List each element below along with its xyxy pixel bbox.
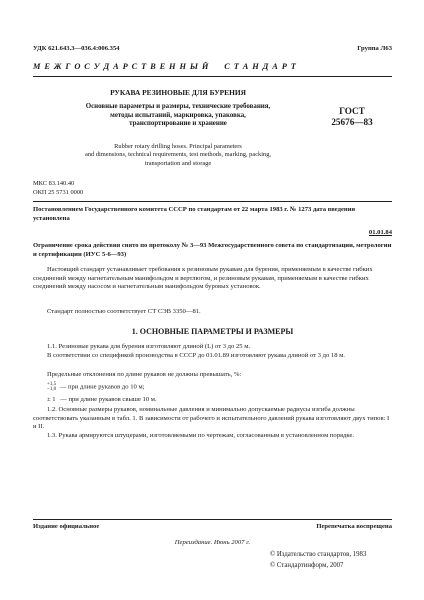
deviation-line-2 — [33, 396, 392, 405]
gost-label: ГОСТ — [339, 106, 365, 116]
english-title-line: transportation and storage — [144, 159, 212, 167]
deviation-text: — при длине рукавов свыше 10 м. — [60, 396, 157, 403]
conformity-paragraph: Стандарт полностью соответствует СТ СЭВ 3350—81. — [47, 308, 201, 315]
section-heading: 1. ОСНОВНЫЕ ПАРАМЕТРЫ И РАЗМЕРЫ — [131, 327, 294, 336]
effective-date: 01.01.84 — [368, 229, 392, 236]
document-title-ru: РУКАВА РЕЗИНОВЫЕ ДЛЯ БУРЕНИЯ — [110, 88, 246, 97]
restriction-note: Ограничение срока действия снято по протоколу № 3—93 Межгосударственного совета по стандартизации, метрологии и сертификации (ИУС 5-6—93) — [33, 242, 392, 258]
subtitle-line: транспортирование и хранение — [129, 120, 227, 128]
subtitle-line: Основные параметры и размеры, технические требования, — [85, 103, 271, 110]
tolerance-plus-minus: ± 1 — [47, 396, 56, 403]
tolerance-fraction — [47, 382, 56, 392]
title-rule — [33, 201, 392, 202]
deviation-line-1 — [33, 382, 392, 392]
english-title-line: Rubber rotary drilling hoses. Principal parameters — [114, 143, 242, 150]
tolerance-upper: +1,5 — [47, 382, 57, 387]
copyright-standartinform: © Стандартинформ, 2007 — [270, 562, 344, 569]
reissue-note: Переиздание. Июнь 2007 г. — [174, 539, 251, 546]
decree-text: Постановлением Государственного комитета СССР по стандартам от 22 марта 1983 г. № 1273 дата введения установлена — [33, 206, 356, 222]
intro-paragraph: Настоящий стандарт устанавливает требования к резиновым рукавам для бурения, применяемым в качестве гибких соединений между нагнетательным манифольдом и вертлюгом, и резиновым рукавам, применяемым в качестве гибких соединений между насосом и нагнетательным манифольдом буровых установок. — [33, 266, 373, 291]
header-rule — [33, 76, 392, 77]
footer-rule — [33, 519, 392, 520]
copyright-publisher: © Издательство стандартов, 1983 — [270, 551, 367, 558]
subtitle-line: методы испытаний, маркировка, упаковка, — [110, 111, 246, 119]
deviations-intro: Предельные отклонения по длине рукавов не должны превышать, %: — [47, 371, 242, 378]
mks-code: МКС 83.140.40 — [33, 180, 75, 187]
clause-1-2: 1.2. Основные размеры рукавов, номинальные давления и минимально допускаемые радиусы изгиба должны соответствовать указанным в табл. 1. В зависимости от рабочего и испытательного давлений рукава изготовляют двух типов: I и II. — [33, 406, 390, 431]
group-code: Группа Л63 — [357, 45, 392, 52]
interstate-standard-banner: М Е Ж Г О С У Д А Р С Т В Е Н Н Ы Й С Т А Н Д А Р Т — [33, 62, 297, 71]
reprint-prohibited: Перепечатка воспрещена — [316, 523, 392, 530]
clause-1-1: 1.1. Резиновые рукава для бурения изготовляют длиной (L) от 3 до 25 м. — [47, 343, 251, 350]
clause-1-1-ussr: В соответствии со спецификой производства в СССР до 01.01.89 изготовляют рукава длиной от 3 до 18 м. — [47, 352, 345, 359]
udk-code: УДК 621.643.3—036.4:006.354 — [33, 45, 120, 52]
deviation-text: — при длине рукавов до 10 м; — [59, 383, 145, 391]
official-edition: Издание официальное — [33, 523, 100, 530]
clause-1-3: 1.3. Рукава армируются штуцерами, изготовляемыми по чертежам, согласованным в установленном порядке. — [47, 432, 355, 439]
tolerance-lower: −1,0 — [47, 387, 57, 392]
document-title-en — [33, 143, 323, 168]
document-subtitle-ru — [33, 103, 323, 129]
okp-code: ОКП 25 5731 0000 — [33, 189, 84, 196]
english-title-line: and dimensions, technical requirements, test methods, marking, packing, — [85, 151, 271, 159]
gost-number: 25676—83 — [331, 117, 373, 127]
